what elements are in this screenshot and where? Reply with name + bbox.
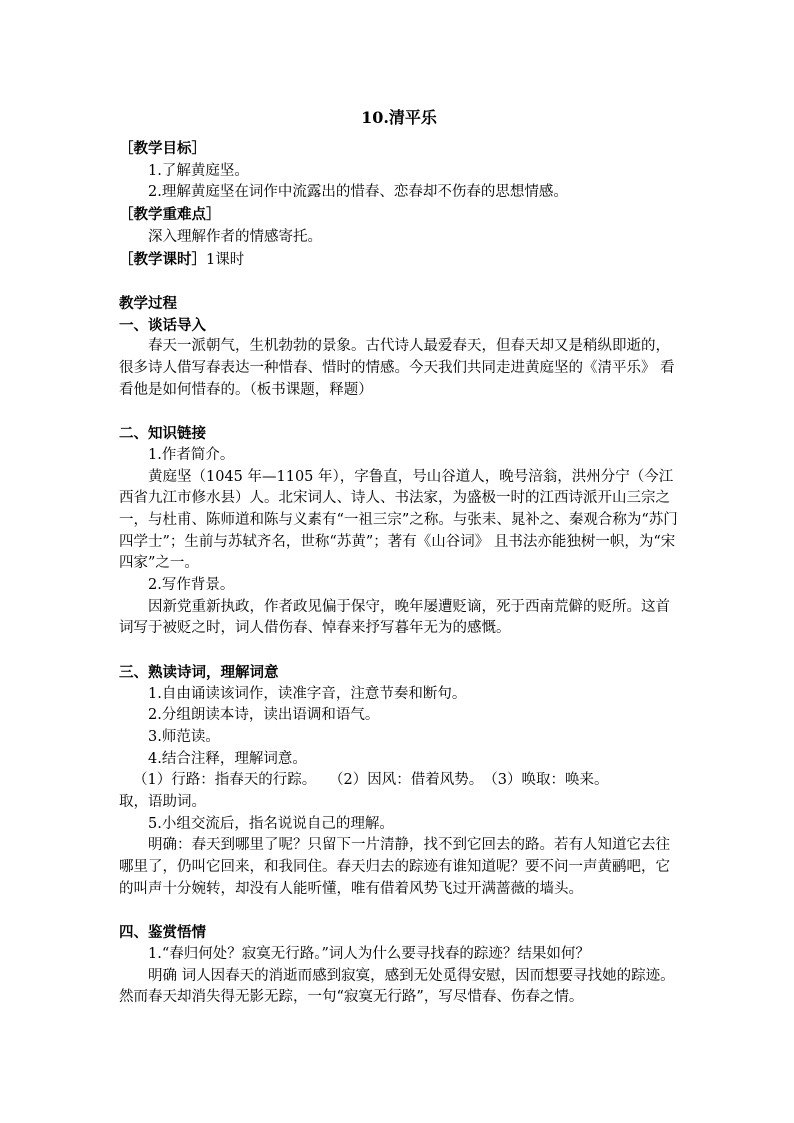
section3-item-2: 2.分组朗读本诗，读出语调和语气。: [148, 707, 380, 724]
notes-line: [119, 770, 679, 792]
section2-background: 因新党重新执政，作者政见偏于保守，晚年屡遭贬谪，死于西南荒僻的贬所。这首词写于被贬之时，词人借伤春、悼春来抒写暮年无为的感慨。: [119, 598, 670, 637]
section2-item2: 2.写作背景。: [148, 577, 235, 594]
notes-line-2: 取，语助词。: [119, 794, 206, 811]
section3-item-1: 1.自由诵读该词作，读准字音，注意节奏和断句。: [148, 685, 467, 702]
section1-text: 春天一派朝气，生机勃勃的景象。古代诗人最爱春天，但春天却又是稍纵即逝的，很多诗人借写春表达一种惜春、惜时的情感。今天我们共同走进黄庭坚的《清平乐》 看看他是如何惜春的。（板书课题，释题）: [119, 338, 675, 398]
note-1: （1）行路：指春天的行踪。: [133, 772, 317, 789]
section4-answer: 明确 词人因春天的消逝而感到寂寞，感到无处觅得安慰，因而想要寻找她的踪迹。然而春天却消失得无影无踪，一句“寂寞无行路”，写尽惜春、伤春之情。: [119, 967, 675, 1006]
section4-question: 1.“春归何处？寂寞无行路。”词人为什么要寻找春的踪迹？结果如何？: [148, 945, 590, 962]
key-points-text: 深入理解作者的情感寄托。: [148, 228, 322, 245]
objectives-label: ［教学目标］: [119, 140, 206, 157]
section2-heading: 二、知识链接: [119, 425, 206, 443]
note-3: （3）唤取：唤来。: [483, 772, 609, 789]
section3-item-5: 5.小组交流后，指名说说自己的理解。: [148, 815, 394, 832]
document-page: [119, 104, 679, 1009]
hours-label: ［教学课时］: [119, 250, 206, 268]
hours-value: 1课时: [206, 251, 245, 268]
section4-heading: 四、鉴赏悟情: [119, 924, 206, 942]
section2-bio: 黄庭坚（1045 年—1105 年），字鲁直，号山谷道人，晚号涪翁，洪州分宁（今江西省九江市修水县）人。北宋词人、诗人、书法家，为盛极一时的江西诗派开山三宗之一，与杜甫、陈师道和陈与义素有“一祖三宗”之称。与张耒、晁补之、秦观合称为“苏门四学士”；生前与苏轼齐名，世称“苏黄”；著有《山谷词》 且书法亦能独树一帜，为“宋四家”之一。: [119, 468, 678, 572]
process-title: 教学过程: [119, 294, 177, 312]
section3-item-3: 3.师范读。: [148, 728, 220, 745]
section3-item-4: 4.结合注释，理解词意。: [148, 750, 307, 767]
section3-explanation: 明确：春天到哪里了呢？只留下一片清静，找不到它回去的路。若有人知道它去往哪里了，仍叫它回来，和我同住。春天归去的踪迹有谁知道呢？要不问一声黄鹂吧，它的叫声十分婉转，却没有人能听懂，唯有借着风势飞过开满蔷薇的墙头。: [119, 837, 670, 897]
section3-heading: 三、熟读诗词，理解词意: [119, 663, 279, 681]
hours-line: [119, 249, 679, 272]
key-points-label: ［教学重难点］: [119, 206, 221, 224]
page-title: 10.清平乐: [361, 108, 437, 127]
objective-item-2: 2.理解黄庭坚在词作中流露出的惜春、恋春却不伤春的思想情感。: [148, 184, 568, 201]
section1-heading: 一、谈话导入: [119, 316, 206, 334]
note-2: （2）因风：借着风势。: [329, 772, 484, 789]
section2-item1: 1.作者简介。: [148, 446, 235, 463]
objective-item-1: 1.了解黄庭坚。: [148, 162, 249, 179]
